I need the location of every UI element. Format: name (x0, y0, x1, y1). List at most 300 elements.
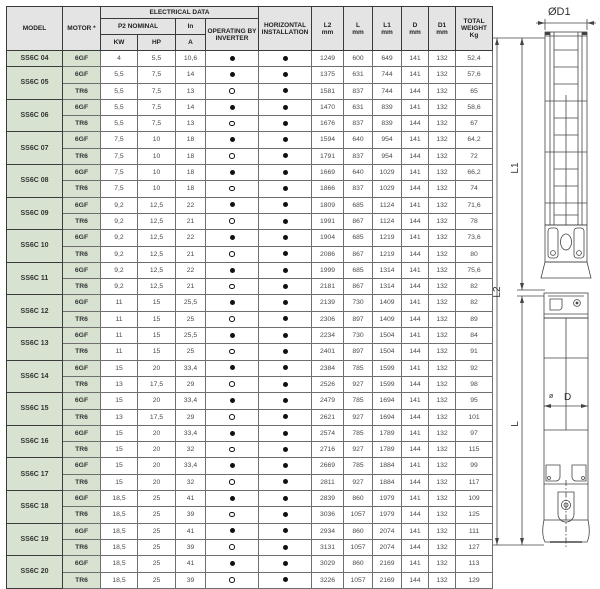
horizontal-installation-cell (259, 213, 312, 229)
weight-cell: 80 (456, 246, 493, 262)
l2-cell: 1904 (312, 230, 344, 246)
l1-cell: 1599 (373, 360, 402, 376)
l2-cell: 2811 (312, 474, 344, 490)
filled-dot-icon (283, 512, 288, 517)
arrowhead (544, 404, 551, 408)
inverter-cell (206, 442, 259, 458)
motor-cell: 6GF (63, 328, 101, 344)
table-row (7, 148, 493, 164)
filled-dot-icon (230, 561, 235, 566)
hp-cell: 17,5 (138, 376, 176, 392)
kw-cell: 18,5 (101, 523, 138, 539)
motor-cell: 6GF (63, 360, 101, 376)
filled-dot-icon (230, 496, 235, 501)
l-cell: 785 (344, 360, 373, 376)
hp-cell: 25 (138, 556, 176, 572)
weight-cell: 89 (456, 311, 493, 327)
inverter-cell (206, 539, 259, 555)
l-cell: 837 (344, 148, 373, 164)
d-cell: 141 (402, 295, 429, 311)
model-cell: SS6C 04 (7, 51, 63, 67)
motor-cell: TR6 (63, 539, 101, 555)
open-circle-icon (229, 251, 235, 257)
motor-cell: TR6 (63, 279, 101, 295)
filled-dot-icon (283, 398, 288, 403)
open-circle-icon (229, 153, 235, 159)
current-cell: 10,6 (176, 51, 206, 67)
filled-dot-icon (283, 202, 288, 207)
current-cell: 18 (176, 148, 206, 164)
d-cell: 144 (402, 344, 429, 360)
filled-dot-icon (230, 105, 235, 110)
current-cell: 33,4 (176, 458, 206, 474)
motor-cell: TR6 (63, 246, 101, 262)
inverter-cell (206, 197, 259, 213)
d-cell: 141 (402, 262, 429, 278)
current-cell: 29 (176, 376, 206, 392)
inverter-cell (206, 262, 259, 278)
hp-cell: 25 (138, 491, 176, 507)
weight-cell: 115 (456, 442, 493, 458)
open-circle-icon (229, 88, 235, 94)
horizontal-installation-cell (259, 360, 312, 376)
d1-cell: 132 (429, 311, 456, 327)
spec-table-body (7, 51, 493, 589)
d-cell: 141 (402, 197, 429, 213)
current-cell: 25 (176, 344, 206, 360)
hp-cell: 17,5 (138, 409, 176, 425)
kw-cell: 4 (101, 51, 138, 67)
horizontal-installation-cell (259, 67, 312, 83)
l1-cell: 839 (373, 116, 402, 132)
l-cell: 730 (344, 295, 373, 311)
filled-dot-icon (230, 72, 235, 77)
d-cell: 141 (402, 51, 429, 67)
hp-cell: 12,5 (138, 246, 176, 262)
d-cell: 144 (402, 474, 429, 490)
l-cell: 837 (344, 83, 373, 99)
l-cell: 1057 (344, 539, 373, 555)
horizontal-installation-cell (259, 262, 312, 278)
horizontal-installation-cell (259, 425, 312, 441)
horizontal-installation-cell (259, 458, 312, 474)
filled-dot-icon (283, 284, 288, 289)
arrowhead (581, 404, 588, 408)
model-cell: SS6C 07 (7, 132, 63, 165)
d1-cell: 132 (429, 279, 456, 295)
hp-cell: 7,5 (138, 67, 176, 83)
filled-dot-icon (283, 316, 288, 321)
d-cell: 144 (402, 116, 429, 132)
l-cell: 860 (344, 556, 373, 572)
d-cell: 144 (402, 442, 429, 458)
l-cell: 600 (344, 51, 373, 67)
d1-cell: 132 (429, 393, 456, 409)
horizontal-installation-cell (259, 491, 312, 507)
arrowhead (495, 38, 499, 45)
d-cell: 141 (402, 230, 429, 246)
l1-cell: 839 (373, 99, 402, 115)
inverter-cell (206, 148, 259, 164)
hp-cell: 25 (138, 507, 176, 523)
weight-cell: 127 (456, 539, 493, 555)
model-cell: SS6C 08 (7, 165, 63, 198)
d-cell: 141 (402, 556, 429, 572)
motor-cell: 6GF (63, 295, 101, 311)
horizontal-installation-cell (259, 523, 312, 539)
l-cell: 1057 (344, 572, 373, 588)
filled-dot-icon (230, 431, 235, 436)
table-row (7, 425, 493, 441)
pump-suction-section (541, 225, 591, 278)
d1-cell: 132 (429, 116, 456, 132)
open-circle-icon (229, 316, 235, 322)
weight-cell: 66,2 (456, 165, 493, 181)
motor-body (544, 318, 588, 520)
l2-cell: 1594 (312, 132, 344, 148)
inverter-cell (206, 425, 259, 441)
d1-cell: 132 (429, 360, 456, 376)
filled-dot-icon (283, 121, 288, 126)
filled-dot-icon (283, 251, 288, 256)
table-row (7, 507, 493, 523)
inverter-cell (206, 165, 259, 181)
l-cell: 897 (344, 344, 373, 360)
d-cell: 144 (402, 409, 429, 425)
open-circle-icon (229, 512, 235, 518)
table-row (7, 99, 493, 115)
dim-label-dia: ø (549, 393, 554, 400)
d1-cell: 132 (429, 262, 456, 278)
horizontal-installation-cell (259, 132, 312, 148)
filled-dot-icon (230, 170, 235, 175)
horizontal-installation-cell (259, 99, 312, 115)
motor-cell: 6GF (63, 393, 101, 409)
current-cell: 21 (176, 213, 206, 229)
d-cell: 144 (402, 246, 429, 262)
filled-dot-icon (230, 235, 235, 240)
motor-cell: TR6 (63, 148, 101, 164)
weight-cell: 65 (456, 83, 493, 99)
table-row (7, 328, 493, 344)
l1-cell: 1029 (373, 181, 402, 197)
arrowhead (520, 296, 524, 303)
table-row (7, 51, 493, 67)
l-cell: 867 (344, 246, 373, 262)
d-cell: 144 (402, 572, 429, 588)
model-cell: SS6C 20 (7, 556, 63, 589)
l2-cell: 1470 (312, 99, 344, 115)
horizontal-installation-cell (259, 442, 312, 458)
table-row (7, 474, 493, 490)
d-cell: 144 (402, 507, 429, 523)
inverter-cell (206, 360, 259, 376)
kw-cell: 15 (101, 360, 138, 376)
current-cell: 41 (176, 523, 206, 539)
filled-dot-icon (283, 479, 288, 484)
l1-cell: 1124 (373, 197, 402, 213)
d1-cell: 132 (429, 344, 456, 360)
motor-cell: TR6 (63, 409, 101, 425)
table-row (7, 295, 493, 311)
l-cell: 631 (344, 67, 373, 83)
horizontal-installation-cell (259, 116, 312, 132)
motor-cell: 6GF (63, 523, 101, 539)
hp-cell: 20 (138, 474, 176, 490)
open-circle-icon (229, 284, 235, 290)
l1-cell: 1694 (373, 409, 402, 425)
hp-cell: 5,5 (138, 51, 176, 67)
l-cell: 867 (344, 279, 373, 295)
kw-cell: 9,2 (101, 213, 138, 229)
hp-cell: 20 (138, 442, 176, 458)
hp-cell: 10 (138, 148, 176, 164)
l2-cell: 2621 (312, 409, 344, 425)
dim-label-d: D (564, 392, 572, 403)
d1-cell: 132 (429, 83, 456, 99)
current-cell: 33,4 (176, 425, 206, 441)
filled-dot-icon (283, 186, 288, 191)
l1-cell: 1314 (373, 279, 402, 295)
current-cell: 32 (176, 474, 206, 490)
d1-cell: 132 (429, 539, 456, 555)
d-cell: 144 (402, 311, 429, 327)
l2-cell: 1791 (312, 148, 344, 164)
filled-dot-icon (283, 137, 288, 142)
model-cell: SS6C 11 (7, 262, 63, 295)
current-cell: 18 (176, 165, 206, 181)
filled-dot-icon (283, 333, 288, 338)
table-row (7, 165, 493, 181)
hp-cell: 7,5 (138, 83, 176, 99)
table-row (7, 181, 493, 197)
filled-dot-icon (230, 333, 235, 338)
l2-cell: 2306 (312, 311, 344, 327)
l2-cell: 2401 (312, 344, 344, 360)
l2-cell: 2669 (312, 458, 344, 474)
model-cell: SS6C 17 (7, 458, 63, 491)
arrowhead (587, 21, 594, 25)
table-row (7, 376, 493, 392)
l2-cell: 1866 (312, 181, 344, 197)
horizontal-installation-cell (259, 246, 312, 262)
arrowhead (495, 538, 499, 545)
l-cell: 927 (344, 442, 373, 458)
horizontal-installation-cell (259, 409, 312, 425)
table-header (7, 7, 493, 51)
l1-cell: 1314 (373, 262, 402, 278)
motor-cell: TR6 (63, 83, 101, 99)
horizontal-installation-cell (259, 344, 312, 360)
l1-cell: 1219 (373, 230, 402, 246)
d1-cell: 132 (429, 523, 456, 539)
l1-cell: 954 (373, 148, 402, 164)
current-cell: 14 (176, 99, 206, 115)
d1-cell: 132 (429, 51, 456, 67)
l-cell: 730 (344, 328, 373, 344)
horizontal-installation-cell (259, 279, 312, 295)
motor-cell: 6GF (63, 556, 101, 572)
kw-cell: 13 (101, 376, 138, 392)
kw-cell: 7,5 (101, 165, 138, 181)
l-cell: 640 (344, 132, 373, 148)
table-row (7, 197, 493, 213)
filled-dot-icon (283, 431, 288, 436)
l2-cell: 2234 (312, 328, 344, 344)
kw-cell: 7,5 (101, 181, 138, 197)
l2-cell: 3131 (312, 539, 344, 555)
l2-cell: 1999 (312, 262, 344, 278)
kw-cell: 7,5 (101, 148, 138, 164)
motor-cell: 6GF (63, 51, 101, 67)
motor-cell: TR6 (63, 442, 101, 458)
current-cell: 39 (176, 572, 206, 588)
inverter-cell (206, 230, 259, 246)
hp-cell: 7,5 (138, 99, 176, 115)
weight-cell: 74 (456, 181, 493, 197)
kw-cell: 9,2 (101, 246, 138, 262)
l2-cell: 1375 (312, 67, 344, 83)
d1-cell: 132 (429, 295, 456, 311)
inverter-cell (206, 344, 259, 360)
inverter-cell (206, 213, 259, 229)
kw-cell: 5,5 (101, 116, 138, 132)
table-row (7, 132, 493, 148)
header-hp: HP (138, 35, 176, 51)
l-cell: 631 (344, 99, 373, 115)
l1-cell: 2169 (373, 572, 402, 588)
weight-cell: 84 (456, 328, 493, 344)
filled-dot-icon (283, 365, 288, 370)
kw-cell: 5,5 (101, 99, 138, 115)
l1-cell: 1789 (373, 425, 402, 441)
l1-cell: 1694 (373, 393, 402, 409)
motor-cell: 6GF (63, 262, 101, 278)
filled-dot-icon (283, 170, 288, 175)
current-cell: 25,5 (176, 295, 206, 311)
d-cell: 144 (402, 181, 429, 197)
filled-dot-icon (230, 202, 235, 207)
l2-cell: 2479 (312, 393, 344, 409)
d-cell: 144 (402, 83, 429, 99)
weight-cell: 82 (456, 279, 493, 295)
d1-cell: 132 (429, 213, 456, 229)
weight-cell: 64,2 (456, 132, 493, 148)
open-circle-icon (229, 218, 235, 224)
l-cell: 897 (344, 311, 373, 327)
motor-cell: TR6 (63, 507, 101, 523)
inverter-cell (206, 409, 259, 425)
kw-cell: 15 (101, 474, 138, 490)
d1-cell: 132 (429, 507, 456, 523)
l1-cell: 1884 (373, 458, 402, 474)
inverter-cell (206, 279, 259, 295)
d-cell: 144 (402, 148, 429, 164)
filled-dot-icon (283, 153, 288, 158)
filled-dot-icon (283, 105, 288, 110)
header-in: In (176, 19, 206, 35)
filled-dot-icon (283, 268, 288, 273)
hp-cell: 15 (138, 295, 176, 311)
l2-cell: 2086 (312, 246, 344, 262)
kw-cell: 15 (101, 442, 138, 458)
header-a: A (176, 35, 206, 51)
filled-dot-icon (283, 235, 288, 240)
pump-drawing (488, 0, 600, 564)
hp-cell: 12,5 (138, 230, 176, 246)
dim-label-d1: ØD1 (548, 6, 571, 18)
l1-cell: 2169 (373, 556, 402, 572)
model-cell: SS6C 06 (7, 99, 63, 132)
open-circle-icon (229, 577, 235, 583)
filled-dot-icon (283, 300, 288, 305)
filled-dot-icon (230, 398, 235, 403)
current-cell: 22 (176, 262, 206, 278)
l-cell: 860 (344, 523, 373, 539)
motor-cell: 6GF (63, 491, 101, 507)
d-cell: 141 (402, 99, 429, 115)
weight-cell: 71,6 (456, 197, 493, 213)
hp-cell: 25 (138, 523, 176, 539)
open-circle-icon (229, 381, 235, 387)
current-cell: 33,4 (176, 360, 206, 376)
hp-cell: 10 (138, 181, 176, 197)
kw-cell: 9,2 (101, 197, 138, 213)
specification-table (6, 6, 493, 589)
d-cell: 141 (402, 132, 429, 148)
l-cell: 927 (344, 376, 373, 392)
open-circle-icon (229, 447, 235, 453)
inverter-cell (206, 246, 259, 262)
weight-cell: 111 (456, 523, 493, 539)
inverter-cell (206, 376, 259, 392)
motor-cell: TR6 (63, 116, 101, 132)
model-cell: SS6C 13 (7, 328, 63, 361)
horizontal-installation-cell (259, 507, 312, 523)
weight-cell: 57,6 (456, 67, 493, 83)
horizontal-installation-cell (259, 181, 312, 197)
inverter-cell (206, 523, 259, 539)
open-circle-icon (229, 349, 235, 355)
weight-cell: 101 (456, 409, 493, 425)
l2-cell: 3029 (312, 556, 344, 572)
horizontal-installation-cell (259, 148, 312, 164)
horizontal-installation-cell (259, 295, 312, 311)
table-row (7, 572, 493, 588)
inverter-cell (206, 393, 259, 409)
motor-cell: 6GF (63, 67, 101, 83)
weight-cell: 98 (456, 376, 493, 392)
d1-cell: 132 (429, 148, 456, 164)
l1-cell: 744 (373, 83, 402, 99)
l1-cell: 2074 (373, 539, 402, 555)
table-row (7, 262, 493, 278)
weight-cell: 117 (456, 474, 493, 490)
weight-cell: 113 (456, 556, 493, 572)
l2-cell: 2181 (312, 279, 344, 295)
l2-cell: 1809 (312, 197, 344, 213)
l-cell: 860 (344, 491, 373, 507)
header-d1: D1 mm (429, 7, 456, 51)
motor-foot (543, 480, 590, 548)
hp-cell: 25 (138, 539, 176, 555)
model-cell: SS6C 18 (7, 491, 63, 524)
l1-cell: 1979 (373, 507, 402, 523)
l-cell: 685 (344, 197, 373, 213)
open-circle-icon (229, 186, 235, 192)
weight-cell: 109 (456, 491, 493, 507)
current-cell: 22 (176, 230, 206, 246)
